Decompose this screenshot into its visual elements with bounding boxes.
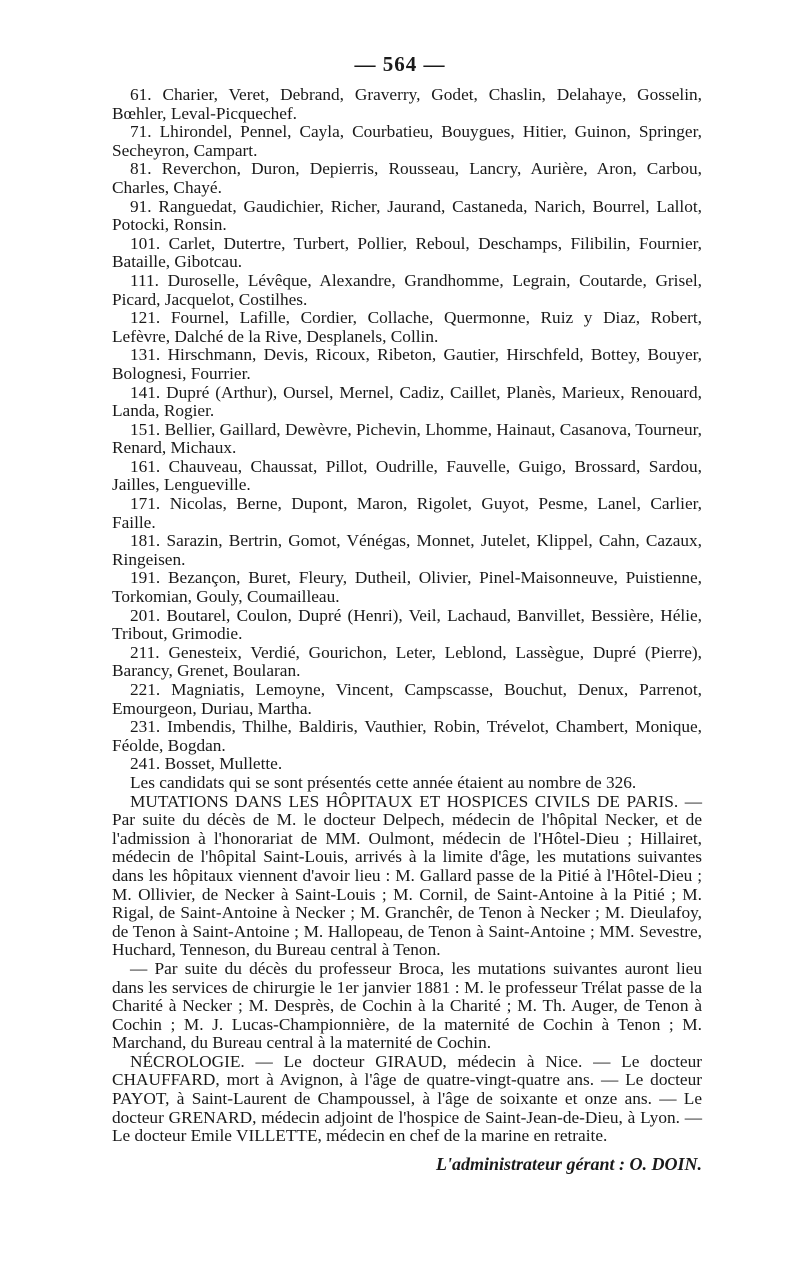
candidate-list-81: 81. Reverchon, Duron, Depierris, Rousseau, Lancry, Aurière, Aron, Carbou, Charles, Chayé. <box>112 159 702 197</box>
candidate-list-111: 111. Duroselle, Lévêque, Alexandre, Grandhomme, Legrain, Coutarde, Grisel, Picard, Jacquelot, Costilhes. <box>112 270 702 309</box>
candidate-list-61: 61. Charier, Veret, Debrand, Graverry, Godet, Chaslin, Delahaye, Gosselin, Bœhler, Leval-Picquechef. <box>112 85 702 123</box>
candidate-list-191: 191. Bezançon, Buret, Fleury, Dutheil, Olivier, Pinel-Maisonneuve, Puistienne, Torkomian, Gouly, Coumailleau. <box>112 568 702 607</box>
candidate-list-121: 121. Fournel, Lafille, Cordier, Collache, Quermonne, Ruiz y Diaz, Robert, Lefèvre, Dalché de la Rive, Desplanels, Collin. <box>112 308 702 346</box>
candidate-list-211: 211. Genesteix, Verdié, Gourichon, Leter, Leblond, Lassègue, Dupré (Pierre), Barancy, Grenet, Boularan. <box>112 642 702 681</box>
candidate-list-221: 221. Magniatis, Lemoyne, Vincent, Campscasse, Bouchut, Denux, Parrenot, Emourgeon, Duriau, Martha. <box>112 680 702 718</box>
candidate-list-91: 91. Ranguedat, Gaudichier, Richer, Jaurand, Castaneda, Narich, Bourrel, Lallot, Potocki, Ronsin. <box>112 196 702 235</box>
candidate-count-paragraph: Les candidats qui se sont présentés cette année étaient au nombre de 326. <box>130 772 637 792</box>
signature-line: L'administrateur gérant : O. DOIN. <box>435 1153 702 1174</box>
candidate-list-151: 151. Bellier, Gaillard, Dewèvre, Pichevin, Lhomme, Hainaut, Casanova, Tourneur, Renard, Michaux. <box>112 419 702 458</box>
necrology-paragraph: NÉCROLOGIE. — Le docteur GIRAUD, médecin à Nice. — Le docteur CHAUFFARD, mort à Avignon, à l'âge de quatre-vingt-quatre ans. — Le docteur PAYOT, à Saint-Laurent de Champoussel, à l'âge de soixante et onze ans. — Le docteur GRENARD, médecin adjoint de l'hospice de Saint-Jean-de-Dieu, à Lyon. — Le docteur Emile VILLETTE, médecin en chef de la marine en retraite. <box>112 1051 702 1146</box>
candidate-list-101: 101. Carlet, Dutertre, Turbert, Pollier, Reboul, Deschamps, Filibilin, Fournier, Bataille, Gibotcau. <box>112 233 702 272</box>
surgery-mutations-paragraph: — Par suite du décès du professeur Broca, les mutations suivantes auront lieu dans les services de chirurgie le 1er janvier 1881 : M. le professeur Trélat passe de la Charité à Necker ; M. Desprès, de Cochin à la Charité ; M. Th. Auger, de Tenon à Cochin ; M. J. Lucas-Championnière, de la maternité de Cochin à Tenon ; M. Marchand, du Bureau central à la maternité de Cochin. <box>112 958 702 1053</box>
hospital-mutations-paragraph: MUTATIONS DANS LES HÔPITAUX ET HOSPICES CIVILS DE PARIS. — Par suite du décès de M. le docteur Delpech, médecin de l'hôpital Necker, et de l'admission à l'honorariat de MM. Oulmont, médecin de l'Hôtel-Dieu ; Hillairet, médecin de l'hôpital Saint-Louis, arrivés à la limite d'âge, les mutations suivantes dans les hôpitaux viennent d'avoir lieu : M. Gallard passe de la Pitié à l'Hôtel-Dieu ; M. Ollivier, de Necker à Saint-Louis ; M. Cornil, de Saint-Antoine à la Pitié ; M. Rigal, de Saint-Antoine à Necker ; M. Granchêr, de Tenon à Necker ; M. Dieulafoy, de Tenon à Saint-Antoine ; M. Hallopeau, de Tenon à Saint-Antoine ; MM. Sevestre, Huchard, Tenneson, du Bureau central à Tenon. <box>112 791 702 960</box>
candidate-list-71: 71. Lhirondel, Pennel, Cayla, Courbatieu, Bouygues, Hitier, Guinon, Springer, Secheyron, Campart. <box>112 122 702 160</box>
candidate-list-231: 231. Imbendis, Thilhe, Baldiris, Vauthier, Robin, Trévelot, Chambert, Monique, Féolde, Bogdan. <box>112 717 702 755</box>
candidate-list-161: 161. Chauveau, Chaussat, Pillot, Oudrille, Fauvelle, Guigo, Brossard, Sardou, Jailles, Lengueville. <box>112 456 702 495</box>
candidate-list-171: 171. Nicolas, Berne, Dupont, Maron, Rigolet, Guyot, Pesme, Lanel, Carlier, Faille. <box>112 494 702 532</box>
document-body <box>112 86 702 1146</box>
candidate-list-241: 241. Bosset, Mullette. <box>130 754 283 774</box>
candidate-list-201: 201. Boutarel, Coulon, Dupré (Henri), Veil, Lachaud, Banvillet, Bessière, Hélie, Tribout, Grimodie. <box>112 605 702 644</box>
candidate-list-131: 131. Hirschmann, Devis, Ricoux, Ribeton, Gautier, Hirschfeld, Bottey, Bouyer, Bolognesi, Fourrier. <box>112 345 702 383</box>
page-number: — 564 — <box>354 52 446 76</box>
candidate-list-181: 181. Sarazin, Bertrin, Gomot, Vénégas, Monnet, Jutelet, Klippel, Cahn, Cazaux, Ringeisen. <box>112 531 702 569</box>
candidate-list-141: 141. Dupré (Arthur), Oursel, Mernel, Cadiz, Caillet, Planès, Marieux, Renouard, Landa, Rogier. <box>112 382 702 421</box>
